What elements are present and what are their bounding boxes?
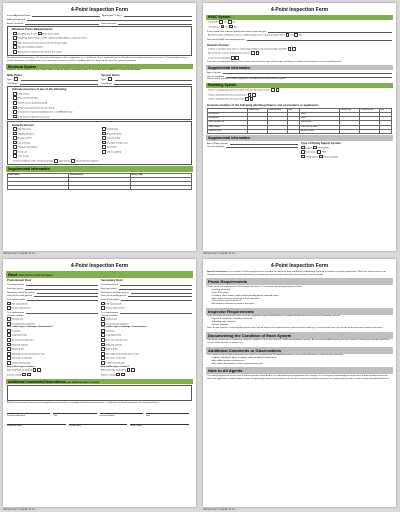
documenting-text: This 4-point inspection is required to verify the condition of the roof, electrical, HVAC and plumbing systems. An accurate condition means that each system is working as intended and there are no visible hazards or deficiencies. <box>207 339 390 345</box>
inspector-requirements-header: Inspector Requirements <box>206 308 393 315</box>
checkbox[interactable] <box>13 32 17 36</box>
field-label: Insured/Applicant Name <box>7 14 31 17</box>
checkbox[interactable] <box>131 368 135 372</box>
disclaimer-text: Be advised that Underwriting will rely on the information in this sample form, or a similar form, that is obtained from the Florida licensed professional of your choice. This information only is used to determine insurability and is not a warranty or assurance of the suitability, fitness or longevity of any of the systems inspected. <box>7 57 188 62</box>
supplemental-header: Supplemental information <box>6 166 193 171</box>
checkbox[interactable] <box>256 51 260 55</box>
checkbox[interactable] <box>252 93 256 97</box>
checkbox[interactable] <box>13 150 17 154</box>
date-field[interactable]: Date <box>146 413 189 416</box>
total-amps-label: Total Amps: <box>101 82 113 85</box>
checkbox[interactable] <box>101 317 105 321</box>
checkbox[interactable] <box>301 146 305 150</box>
last-service-field[interactable] <box>247 38 392 41</box>
page-footer: Sample Form Insp4pt 01 21 <box>203 508 236 511</box>
checkbox[interactable] <box>221 25 225 29</box>
checkbox[interactable] <box>121 373 125 377</box>
checkbox[interactable] <box>271 88 275 92</box>
form-page-3: 4-Point Inspection Form Roof (Note photos of each roof slope.) Predominant Roof Covering material Roof age (years) Remaining useful life (years) Date of last roofing permit Date of last update Full replacement Partial replacement % of replacement Overall condition Satisfactory Unsatisfactory (explain) Any visible signs of damage / deterioration? Cracking Cupping/curling Excessive granule loss Exposed asphalt Exposed felt Missing/loose/cracked tabs or tiles Soft spots in decking Visible hail damage Any visible signs of leaks? Attic/underside of decking Interior ceilings Secondary Roof Covering material Roof age (years) Remaining useful life (years) Date of last roofing permit Date of last update Full replacement Partial replacement % of replacement Overall condition Satisfactory Unsatisfactory (explain) Any visible signs of damage / deterioration? Cracking Cupping/curling Excessive granule loss Exposed asphalt Exposed felt Missing/loose/cracked tabs or tiles Soft spots in decking Visible hail damage Any visible signs of leaks? Attic/underside of decking Interior ceilings Additional Comments/Observations (use additional pages if needed) All 4-Point Inspection Forms must be completed and signed by a verifiable Florida-licensed inspector. I certify that the above statements are true and correct. Inspector Signature Title License Number Date Company Name License Type Work Phone <box>3 259 196 507</box>
inspector-intro: To be accepted, all inspection forms must be completed, signed and dated by a verifiable Florida-licensed professional. Examples include: <box>207 315 341 317</box>
agents-header: Note to All Agents <box>206 367 393 374</box>
checkbox[interactable] <box>288 47 292 51</box>
checkbox[interactable] <box>292 47 296 51</box>
checkbox[interactable] <box>101 333 105 337</box>
year-built-field[interactable] <box>25 21 99 24</box>
checkbox[interactable] <box>127 368 131 372</box>
predominant-roof-title: Predominant Roof <box>7 278 32 283</box>
total-amps-field[interactable] <box>114 81 192 84</box>
checkbox[interactable] <box>301 155 305 159</box>
inspector-note: Note: If trade specific, licensed professionals must sign off only on the inspection form section for their trade (e.g., an electrician may sign off only on the electrical section of the form.) <box>207 327 384 330</box>
checkbox[interactable] <box>108 77 112 81</box>
panel-type-label: Type: <box>7 79 13 82</box>
checkbox[interactable] <box>102 150 106 154</box>
checkbox[interactable] <box>27 373 31 377</box>
min-photo-title: Minimum Photo Requirements: <box>12 27 54 32</box>
hvac-question: Is the source portable? <box>208 56 391 60</box>
checkbox[interactable] <box>7 356 11 360</box>
checkbox[interactable] <box>13 136 17 140</box>
secondary-roof-title: Secondary Roof <box>101 278 123 283</box>
roof-field[interactable] <box>27 298 98 301</box>
piping-age-field[interactable] <box>230 141 298 144</box>
photo-list-item: • All hazards or deficiencies noted in this report <box>211 303 255 306</box>
checkbox[interactable] <box>13 101 17 105</box>
checkbox[interactable] <box>231 56 235 60</box>
checkbox[interactable] <box>14 77 18 81</box>
hazards-present-title: Hazards Present <box>12 122 34 127</box>
license-number-field[interactable]: License Number <box>100 413 143 416</box>
checkbox[interactable] <box>101 329 105 333</box>
hazards-box: Hazards Present Blowing fuses Tripping breakers Empty sockets Loose wiring Improper grounding Corrosion Over fusing Double taps Exposed wiring Unsafe wiring Improper breaker size Scorching Other (explain) General condition of the electrical system: Satisfactory Unsatisfactory (explain) <box>7 121 192 165</box>
photo-list-item: • Plumbing: Water heater, under-cabinet plumbing/drains, exposed valves <box>211 294 279 297</box>
checkbox[interactable] <box>319 155 323 159</box>
field-label: Application / Policy # <box>102 14 123 17</box>
page-title: 4-Point Inspection Form <box>270 7 329 13</box>
checkbox[interactable] <box>101 361 105 365</box>
checkbox[interactable] <box>13 50 17 54</box>
checkbox[interactable] <box>101 352 105 356</box>
hvac-line: If not central heat, indicate primary heat source and fuel type: <box>207 30 267 33</box>
photo-requirements-header: Photo Requirements <box>206 278 393 285</box>
additional-list-item: • Updates: Identify the types of updates, dates completed and by whom <box>211 357 277 360</box>
min-photo-box <box>7 26 192 56</box>
checkbox[interactable] <box>13 36 17 40</box>
additional-comments-textarea[interactable] <box>7 385 192 401</box>
license-type-field[interactable]: License Type <box>69 424 128 427</box>
checkbox[interactable] <box>116 373 120 377</box>
plumbing-header: Plumbing System <box>206 83 393 88</box>
supp-note: Please attach photo(s) of HVAC equipment, including dated manufacturer's plate. <box>207 78 286 81</box>
photo-item[interactable]: Plumbing: Water heater, under cabinet plumbing/drains, exposed valves <box>13 36 186 40</box>
checkbox[interactable] <box>54 159 58 163</box>
hazards-title: Indicate presence of any of the following: <box>12 87 68 92</box>
form-page-4 <box>203 259 396 507</box>
checkbox[interactable] <box>7 302 11 306</box>
checkbox[interactable] <box>38 32 42 36</box>
page-footer: Sample Form Insp4pt 01 21 <box>3 252 36 255</box>
piping-updated-field[interactable] <box>226 145 298 148</box>
hazards-present-title: Hazards Present <box>207 42 229 47</box>
checkbox[interactable] <box>219 20 223 24</box>
checkbox[interactable] <box>102 145 106 149</box>
panel-type-label: Type: <box>101 79 107 82</box>
checkbox[interactable] <box>101 338 105 342</box>
checkbox[interactable] <box>294 33 298 37</box>
photo-item[interactable]: Electrical box/panel photo <box>13 45 186 49</box>
checkbox[interactable] <box>101 347 105 351</box>
additional-list-item: • Any system determined not to be in good working order <box>211 363 264 366</box>
second-panel-title: Second Panel <box>101 73 120 78</box>
checkbox[interactable] <box>13 127 17 131</box>
roof-field[interactable] <box>121 298 192 301</box>
additional-comments-header: Additional Comments/Observations (use additional pages if needed) <box>6 379 193 384</box>
special-instructions: Special Instructions: The sample 4-Point Inspection Form includes the minimum data needed for Underwriting to properly evaluate a property application. While this specific form is not required, any other inspection report submitted for consideration must include at least the level of detail to be acceptable. <box>207 271 386 276</box>
checkbox[interactable] <box>13 141 17 145</box>
electrical-subtext: Separate documentation of any single whole-structure wiring renovation must be provided and certified by a licensed electrician. <box>7 69 142 72</box>
checkbox[interactable] <box>13 45 17 49</box>
photo-item[interactable]: All hazards or deficiencies noted in this report <box>13 50 186 54</box>
page-title: 4-Point Inspection Form <box>270 263 329 269</box>
policy-field[interactable] <box>124 14 192 17</box>
checkbox[interactable] <box>13 92 17 96</box>
checkbox[interactable] <box>301 150 305 154</box>
roof-field[interactable] <box>26 311 98 314</box>
photo-list-item: • Roof: Each slope <box>211 292 229 295</box>
checkbox[interactable] <box>101 306 105 310</box>
checkbox[interactable] <box>317 150 321 154</box>
certification-text: All 4-Point Inspection Forms must be completed and signed by a verifiable Florida-licensed inspector. I certify that the above statements are true and correct. <box>7 402 159 405</box>
additional-text: This section of the 4-Point Inspection Form must be completed with full details/descriptions if any of the following are noted on the inspection: <box>207 354 344 357</box>
checkbox[interactable] <box>13 154 17 158</box>
checkbox[interactable] <box>251 51 255 55</box>
name-field[interactable] <box>32 14 100 17</box>
checkbox[interactable] <box>13 132 17 136</box>
field-label: Address Inspected <box>7 18 26 21</box>
supplemental-table: Main Panel Second Panel Wiring Type <box>7 173 192 191</box>
checkbox[interactable] <box>13 106 17 110</box>
page-footer: Sample Form Insp4pt 01 21 <box>3 508 36 511</box>
hvac-question: Space heater used as primary heat source? <box>208 51 391 55</box>
inspector-list-item: • A building code inspector <box>211 321 236 324</box>
general-condition-label: General condition of the electrical system: <box>13 160 54 163</box>
checkbox[interactable] <box>13 110 17 114</box>
form-page-1 <box>3 3 196 251</box>
checkbox[interactable] <box>235 56 239 60</box>
hvac-question: Does the air handler/condensate line or drain pan show any signs of blockage or leakage, including water damage to the surrounding area? <box>207 60 342 63</box>
supplemental-header: Supplemental information <box>206 65 393 70</box>
date-inspected-field[interactable] <box>118 21 192 24</box>
checkbox[interactable] <box>7 343 11 347</box>
work-phone-field[interactable]: Work Phone <box>130 424 189 427</box>
checkbox[interactable] <box>7 333 11 337</box>
checkbox[interactable] <box>228 20 232 24</box>
checkbox[interactable] <box>245 97 249 101</box>
hvac-question: Is there a wood-burning stove or central gas fireplace not professionally installed? <box>208 47 391 51</box>
wiring-box: Indicate presence of any of the following: Cloth wiring Active knob and tube Branch circuit aluminum wiring Single strand aluminum branch wiring Connections repaired via AlumiConn or COPALUM crimp Connections repaired via twist-on <box>7 86 192 120</box>
photo-list-item: • Main electrical service panel with interior door label <box>211 297 260 300</box>
checkbox[interactable] <box>250 97 254 101</box>
checkbox[interactable] <box>33 368 37 372</box>
checkbox[interactable] <box>102 136 106 140</box>
main-panel-title: Main Panel <box>7 73 22 78</box>
checkbox[interactable] <box>101 302 105 306</box>
agents-text: The writing agent must review each 4-Point Inspection Form before it is submitted with an application for coverage. It is the agent's responsibility to ensure that all data and documents are within the application is bound. Agents may not submit applications for properties with electrical, heating or plumbing systems not in good working order or with existing hazards/deficiencies. <box>207 374 390 380</box>
checkbox[interactable] <box>102 132 106 136</box>
field-label: Actual Year Built <box>7 22 23 25</box>
checkbox[interactable] <box>22 373 26 377</box>
plumbing-table: Satisfactory Unsatisfactory N/A Satisfactory Unsatisfactory N/A Dishwasher Toilets Refrigerator Sinks Washing machine Sump pump Water heater Main shut off valve Showers/Tubs All other visible <box>207 108 392 134</box>
checkbox[interactable] <box>13 96 17 100</box>
checkbox[interactable] <box>248 93 252 97</box>
hvac-line: Date of last HVAC servicing/inspection: <box>207 39 245 42</box>
inspector-list-item: • A general, residential, or building contractor <box>211 318 253 321</box>
signature-row <box>7 413 192 416</box>
checkbox[interactable] <box>7 306 11 310</box>
checkbox[interactable] <box>229 25 233 29</box>
roof-field[interactable] <box>120 311 192 314</box>
inspector-list-item: • A home inspector <box>211 324 229 326</box>
company-row <box>7 424 192 427</box>
page-title: 4-Point Inspection Form <box>70 263 129 269</box>
field-label: Date Inspected <box>101 22 116 25</box>
page-title: 4-Point Inspection Form <box>70 7 129 13</box>
photo-list-item: • Electrical box with the panel off <box>211 300 241 303</box>
roof-header: Roof (Note photos of each roof slope.) <box>6 271 193 278</box>
company-name-field[interactable]: Company Name <box>7 424 66 427</box>
total-amps-label: Total Amps: <box>7 82 19 85</box>
checkbox[interactable] <box>276 88 280 92</box>
checkbox[interactable] <box>102 141 106 145</box>
heat-source-field[interactable] <box>268 29 392 32</box>
age-of-system-field[interactable] <box>223 71 392 74</box>
checkbox[interactable] <box>7 361 11 365</box>
title-field[interactable]: Title <box>53 413 96 416</box>
checkbox[interactable] <box>101 356 105 360</box>
checkbox[interactable] <box>13 145 17 149</box>
supp-label: Year last updated <box>207 75 224 78</box>
pipes-title: Type of Piping Supply System <box>301 141 341 146</box>
checkbox[interactable] <box>286 33 290 37</box>
checkbox[interactable] <box>7 338 11 342</box>
hvac-header: HVAC System <box>206 15 393 20</box>
checkbox[interactable] <box>313 146 317 150</box>
additional-list-item: • Any visible hazards or deficiencies <box>211 360 244 363</box>
checkbox[interactable] <box>13 41 17 45</box>
documenting-header: Documenting the Condition of Each System <box>206 332 393 339</box>
additional-comments-header: Additional Comments or Observations <box>206 347 393 354</box>
supp-label: Age of system <box>207 72 221 74</box>
photo-item[interactable]: Dwelling: Each side Roof: Each slope <box>13 32 186 36</box>
plumbing-table-title: General condition of the following plumbing fixtures and connections to appliances: <box>207 102 320 107</box>
checkbox[interactable] <box>7 317 11 321</box>
checkbox[interactable] <box>37 368 41 372</box>
electrical-header: Electrical System <box>6 64 193 69</box>
photo-item[interactable]: Main electrical service panel with interior door label <box>13 41 186 45</box>
checkbox[interactable] <box>7 347 11 351</box>
checkbox[interactable] <box>7 329 11 333</box>
checkbox[interactable] <box>101 322 105 326</box>
checkbox[interactable] <box>102 127 106 131</box>
checkbox[interactable] <box>13 115 17 119</box>
page-footer: Sample Form Insp4pt 01 21 <box>203 252 236 255</box>
form-page-2: 4-Point Inspection Form HVAC System Central AC Yes No Central heat Yes No If not central heat, indicate primary heat source and fuel type: Are the heating, ventilation and air conditioning systems in good working order? Yes No Date of last HVAC servicing/inspection: Hazards Present Is there a wood-burning stove or central gas fireplace not professionally installed? Space heater used as primary heat source? Is the source portable? Does the air handler/condensate line or drain pan show any signs of blockage or leakage, including water damage to the surrounding area? Supplemental information Age of system Year last updated Please attach photo(s) of HVAC equipment, including dated manufacturer's plate. Plumbing System Is there a temperature pressure relief valve on the water heater? Is there any indication of an active leak? Is there any indication of a prior leak? General condition of the following plumbing fixtures and connections to appliances: Satisfactory Unsatisfactory N/A Satisfactory Unsatisfactory N/A Dishwasher Toilets Refrigerator Sinks Washing machine Sump pump Water heater Main shut off valve Showers/Tubs All other visible Supplemental information Age of Piping System Year last updated Type of Piping Supply System Copper PVC/CPVC Galvanized PEX Polybutylene Other (specify) <box>203 3 396 251</box>
checkbox[interactable] <box>7 352 11 356</box>
checkbox[interactable] <box>7 322 11 326</box>
supplemental-header-2: Supplemental information <box>206 135 393 140</box>
photo-intro: Photos must accompany each 4-Point Inspection Form. The minimum photo requirements include: <box>207 285 303 288</box>
checkbox[interactable] <box>101 343 105 347</box>
photo-list-item: • Dwelling: Each side <box>211 289 231 292</box>
signature-field[interactable]: Inspector Signature <box>7 413 50 416</box>
total-amps-field[interactable] <box>20 81 98 84</box>
